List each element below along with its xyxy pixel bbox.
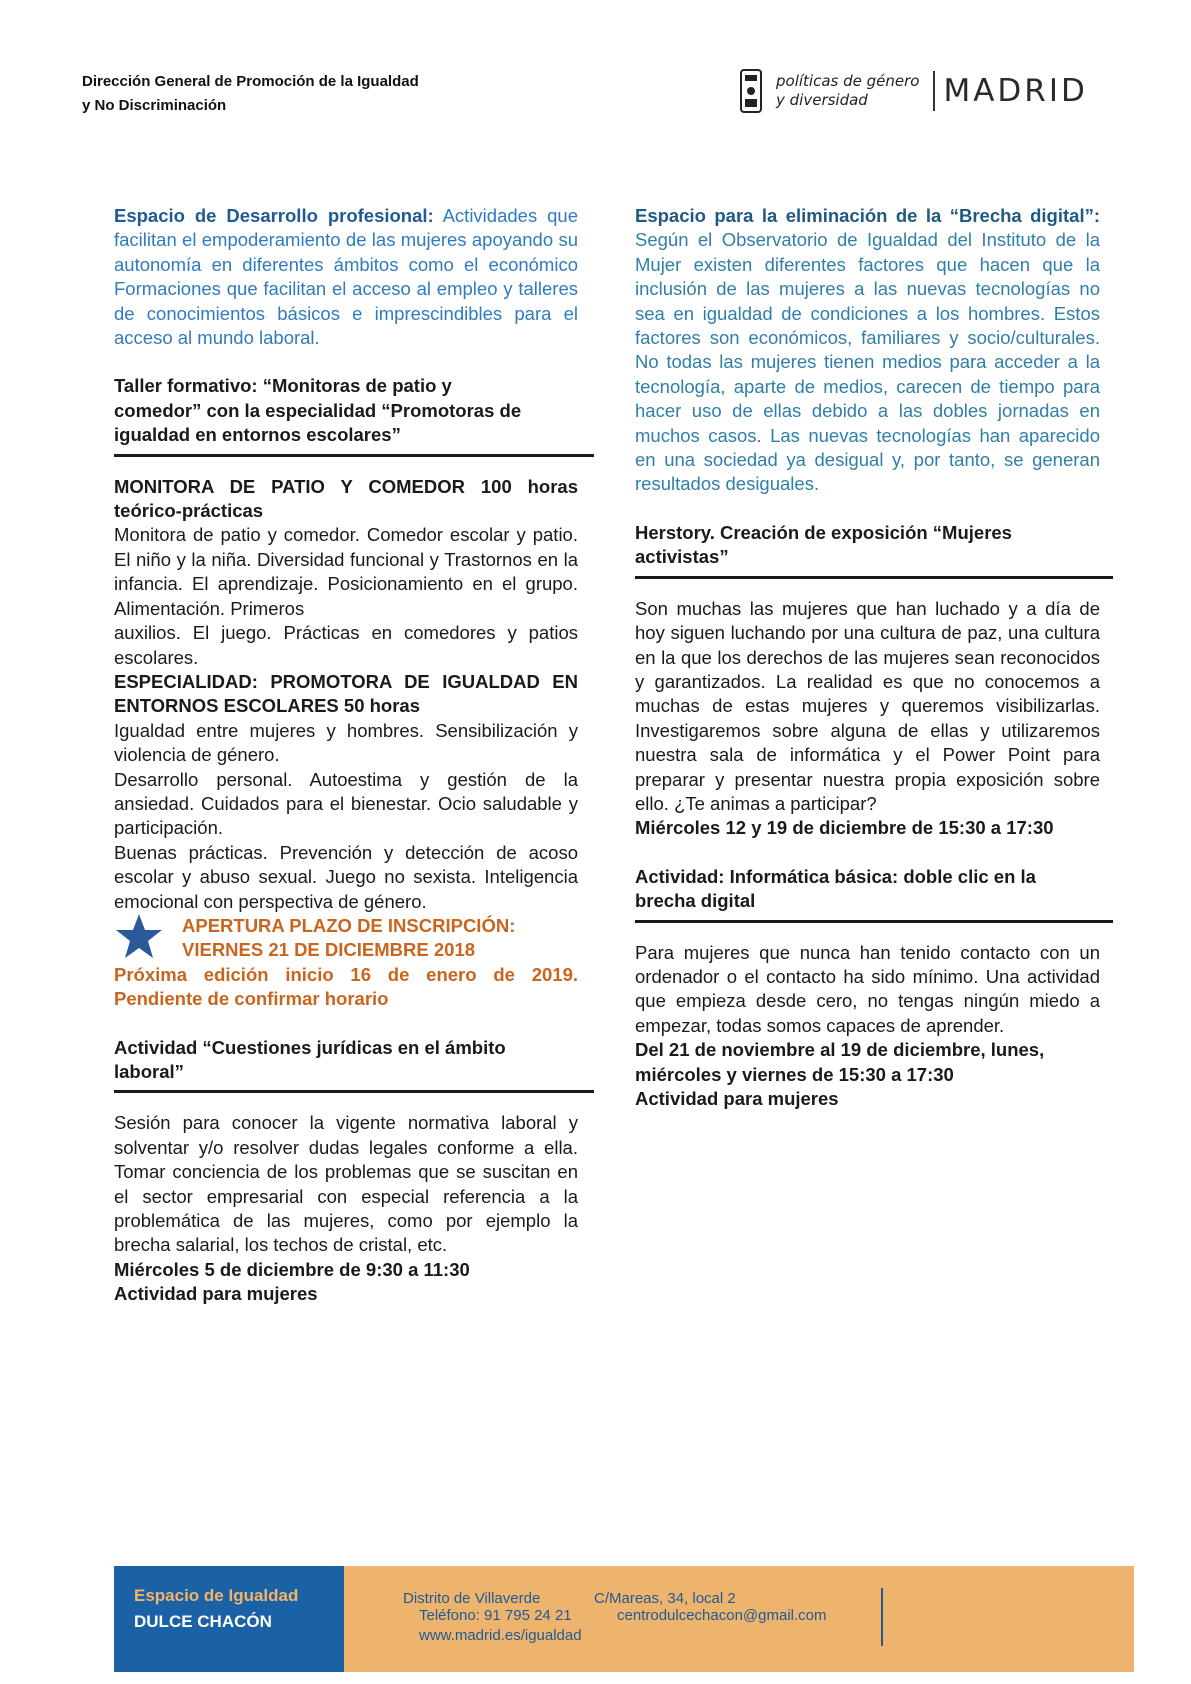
informatica-title	[635, 865, 1100, 914]
herstory-title	[635, 521, 1100, 570]
juridicas-title	[114, 1036, 578, 1085]
especialidad-text-1: Igualdad entre mujeres y hombres. Sensibilización y violencia de género.	[114, 719, 578, 766]
footer-website-link[interactable]: www.madrid.es/igualdad	[419, 1627, 582, 1644]
monitora-heading: MONITORA DE PATIO Y COMEDOR 100 horas teórico-prácticas	[114, 475, 578, 522]
informatica-title-line-2: brecha digital	[635, 890, 756, 912]
logo-text	[776, 72, 919, 110]
informatica-title-line-1: Actividad: Informática básica: doble clic en la	[635, 865, 1036, 887]
herstory-date: Miércoles 12 y 19 de diciembre de 15:30 a 17:30	[635, 817, 1054, 839]
informatica-text: Para mujeres que nunca han tenido contacto con un ordenador o el contacto ha sido mínimo. Una actividad que empieza desde cero, no tengas ningún miedo a empezar, todas somos capaces de aprender.	[635, 941, 1100, 1036]
especialidad-text-3: Buenas prácticas. Prevención y detección de acoso escolar y abuso sexual. Juego no sexista. Inteligencia emocional con perspectiva de género.	[114, 841, 578, 912]
logo-text-line-2: y diversidad	[776, 91, 868, 109]
brecha-paragraph	[635, 204, 1100, 497]
taller-title-line-3: igualdad en entornos escolares”	[114, 424, 401, 446]
desarrollo-title: Espacio de Desarrollo profesional:	[114, 205, 434, 226]
madrid-logo	[740, 66, 1100, 116]
taller-title	[114, 374, 578, 447]
especialidad-text-2: Desarrollo personal. Autoestima y gestión de la ansiedad. Cuidados para el bienestar. Ocio saludable y participación.	[114, 768, 578, 839]
herstory-title-line-1: Herstory. Creación de exposición “Mujeres	[635, 521, 1012, 543]
taller-title-line-1: Taller formativo: “Monitoras de patio y	[114, 375, 452, 397]
footer-space-label: Espacio de Igualdad	[134, 1586, 299, 1605]
juridicas-title-line-2: laboral”	[114, 1061, 184, 1082]
department-line-2: y No Discriminación	[82, 97, 227, 114]
apertura-notice	[114, 914, 578, 963]
footer-space-name: DULCE CHACÓN	[134, 1612, 272, 1631]
apertura-line-2: VIERNES 21 DE DICIEMBRE 2018	[182, 939, 476, 961]
proxima-edicion: Próxima edición inicio 16 de enero de 2019. Pendiente de confirmar horario	[114, 963, 578, 1010]
star-icon	[114, 912, 164, 962]
department-header	[82, 70, 419, 118]
department-line-1: Dirección General de Promoción de la Igualdad	[82, 73, 419, 90]
juridicas-audience: Actividad para mujeres	[114, 1283, 318, 1305]
left-column	[114, 204, 578, 1307]
desarrollo-paragraph	[114, 204, 578, 350]
footer-phone: Teléfono: 91 795 24 21	[419, 1607, 572, 1624]
logo-text-line-1: políticas de género	[776, 72, 920, 90]
juridicas-date: Miércoles 5 de diciembre de 9:30 a 11:30	[114, 1258, 470, 1280]
juridicas-title-line-1: Actividad “Cuestiones jurídicas en el ámbito	[114, 1036, 506, 1058]
apertura-line-1: APERTURA PLAZO DE INSCRIPCIÓN:	[182, 914, 516, 936]
madrid-crest-icon	[740, 69, 762, 113]
footer-divider	[881, 1588, 883, 1646]
herstory-title-line-2: activistas”	[635, 546, 729, 568]
monitora-text-1: Monitora de patio y comedor. Comedor escolar y patio. El niño y la niña. Diversidad funcional y Trastornos en la infancia. El aprendizaje. Posicionamiento en el grupo. Alimentación. Primeros	[114, 524, 578, 619]
monitora-text-2: auxilios. El juego. Prácticas en comedores y patios escolares.	[114, 622, 578, 668]
especialidad-heading: ESPECIALIDAD: PROMOTORA DE IGUALDAD EN ENTORNOS ESCOLARES 50 horas	[114, 670, 578, 717]
right-column	[635, 204, 1100, 1111]
desarrollo-text: Actividades que facilitan el empoderamiento de las mujeres apoyando su autonomía en diferentes ámbitos como el económico Formaciones que facilitan el acceso al empleo y talleres de conocimientos básicos e imprescindibles para el acceso al mundo laboral.	[114, 205, 578, 349]
footer-district: Distrito de Villaverde	[403, 1590, 541, 1607]
herstory-text: Son muchas las mujeres que han luchado y a día de hoy siguen luchando por una cultura de paz, una cultura en la que los derechos de las mujeres sean reconocidos y garantizados. La realidad es que no conocemos a muchas de estas mujeres y queremos visibilizarlas. Investigaremos sobre alguna de ellas y utilizaremos nuestra sala de informática y el Power Point para preparar y presentar nuestra propia exposición sobre ello. ¿Te animas a participar?	[635, 597, 1100, 814]
informatica-date: Del 21 de noviembre al 19 de diciembre, lunes, miércoles y viernes de 15:30 a 17:30	[635, 1039, 1045, 1085]
footer-banner	[114, 1566, 1134, 1672]
juridicas-text: Sesión para conocer la vigente normativa laboral y solventar y/o resolver dudas legales conforme a ella. Tomar conciencia de los problemas que se suscitan en el sector empresarial con especial referencia a la problemática de las mujeres, como por ejemplo la brecha salarial, los techos de cristal, etc.	[114, 1112, 578, 1256]
brecha-text: Según el Observatorio de Igualdad del Instituto de la Mujer existen diferentes factores que hacen que la inclusión de las mujeres a las nuevas tecnologías no sea en igualdad de condiciones a los hombres. Estos factores son económicos, familiares y socio/culturales. No todas las mujeres tienen medios para acceder a la tecnología, aparte de medios, carecen de tiempo para hacer uso de ellas debido a las dobles jornadas en muchos casos. Las nuevas tecnologías han aparecido en una sociedad ya desigual y, por tanto, se generan resultados desiguales.	[635, 229, 1100, 495]
footer-address: C/Mareas, 34, local 2	[594, 1590, 736, 1607]
brecha-title: Espacio para la eliminación de la “Brecha digital”:	[635, 205, 1100, 226]
logo-city: MADRID	[943, 73, 1088, 109]
footer-email[interactable]: centrodulcechacon@gmail.com	[617, 1607, 827, 1624]
logo-divider	[933, 71, 935, 111]
informatica-audience: Actividad para mujeres	[635, 1088, 839, 1109]
footer-brand-block	[114, 1566, 344, 1672]
taller-title-line-2: comedor” con la especialidad “Promotoras de	[114, 399, 522, 421]
